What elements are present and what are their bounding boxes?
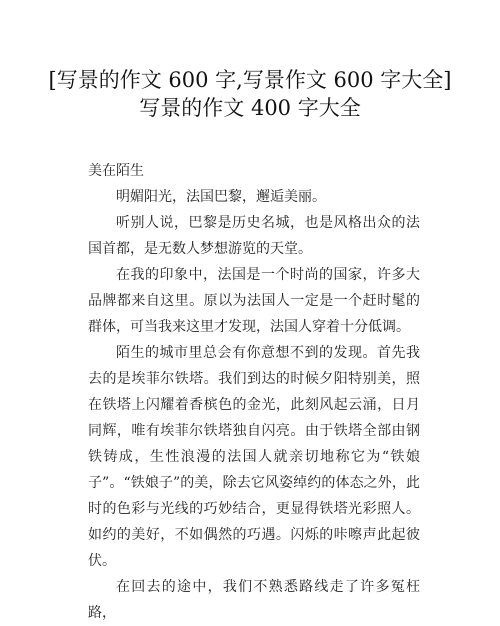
essay-subtitle: 美在陌生 xyxy=(88,163,144,179)
paragraph: 在回去的途中，我们不熟悉路线走了许多冤枉路， xyxy=(88,579,420,621)
paragraph: 明媚阳光，法国巴黎，邂逅美丽。 xyxy=(116,189,326,205)
paragraph: 在我的印象中，法国是一个时尚的国家，许多大品牌都来自这里。原以为法国人一定是一个赶时髦的群体，可当我来这里才发现，法国人穿着十分低调。 xyxy=(88,267,420,335)
document-title: [写景的作文 600 字,写景作文 600 字大全]写景的作文 400 字大全 xyxy=(48,68,452,120)
paragraph: 听别人说，巴黎是历史名城，也是风格出众的法国首都，是无数人梦想游览的天堂。 xyxy=(88,215,420,257)
paragraph: 陌生的城市里总会有你意想不到的发现。首先我去的是埃菲尔铁塔。我们到达的时候夕阳特别美，照在铁塔上闪耀着香槟色的金光，此刻风起云涌，日月同辉，唯有埃菲尔铁塔独自闪亮。由于铁塔全部由钢铁铸成，生性浪漫的法国人就亲切地称它为“铁娘子”。“铁娘子”的美，除去它风姿绰约的体态之外，此时的色彩与光线的巧妙结合，更显得铁塔光彩照人。如约的美好，不如偶然的巧遇。闪烁的咔嚓声此起彼伏。 xyxy=(88,345,420,569)
document-body xyxy=(88,158,420,626)
